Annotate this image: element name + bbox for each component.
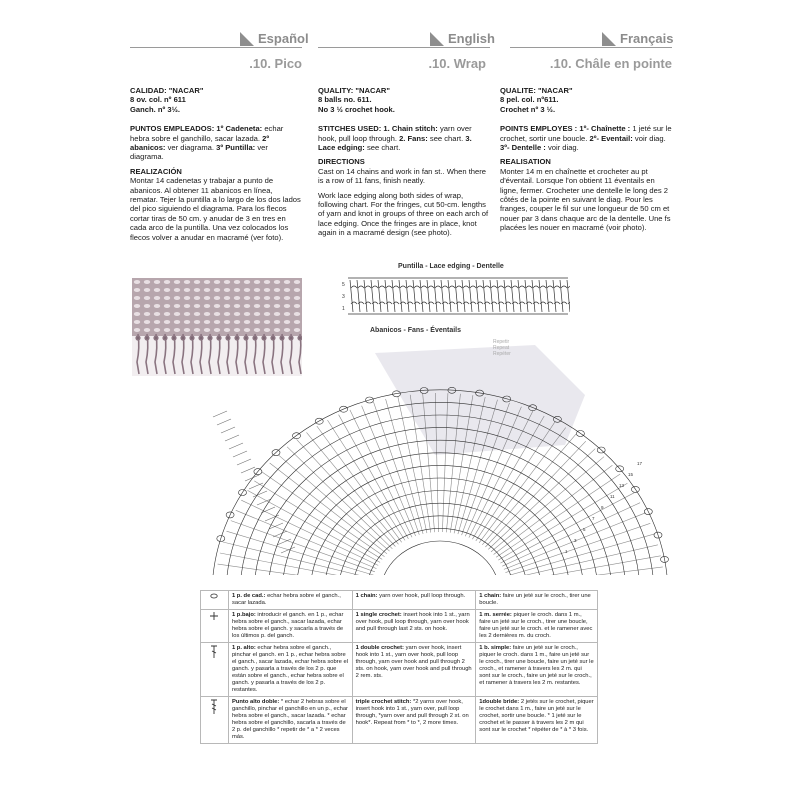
spanish-column	[130, 86, 302, 247]
english-balls: 8 balls no. 611.	[318, 95, 372, 105]
english-quality: QUALITY: "NACAR"	[318, 86, 391, 95]
legend-symbol-chain-icon	[201, 591, 229, 610]
legend-row	[201, 643, 598, 697]
english-title: .10. Wrap	[428, 56, 486, 71]
fan-row-number: 3	[574, 538, 577, 543]
legend-symbol-dc-icon	[201, 643, 229, 697]
spanish-directions: Montar 14 cadenetas y trabajar a punto de abanicos. Al obtener 11 abanicos en línea, rematar. Tejer la puntilla a lo largo de los dos lados del pico siguiendo el diagrama. Para los flecos cortar tiras de 50 cm. y anudar de 3 en tres en cada arco de la puntilla. Una vez colocados los flecos volver a anudar en macramé (ver foto).	[130, 176, 301, 242]
legend-fr: 1 b. simple: faire un jeté sur le croch., piquer le croch. dans 1 m., faire un jeté sur le croch., tirer une boucle, faire un jeté sur le croch., et ramener à travers les 2 m. qui sont sur le croch., faire un jeté sur le croch., et ramener à travers les 2 m. restantes.	[476, 643, 598, 697]
french-hook: Crochet nº 3 ½.	[500, 104, 556, 114]
repeat-label-fr: Repéter	[493, 351, 511, 357]
legend-symbol-plus-icon	[201, 610, 229, 643]
english-directions-head: DIRECTIONS	[318, 157, 365, 167]
legend-symbol-tr-icon	[201, 697, 229, 744]
spanish-lang-label: Español	[258, 31, 309, 46]
repeat-label-es: Repetir	[493, 339, 510, 345]
fan-row-number: 1	[565, 549, 568, 554]
legend-es: 1 p. de cad.: echar hebra sobre el ganch., sacar lazada.	[228, 591, 352, 610]
english-directions-2: Work lace edging along both sides of wrap, following chart. For the fringes, cut 50-cm. lengths of yarn and knot in groups of three on each arch of lace edging. Once the fringes are in place, knot again in a macramé design (see photo).	[318, 190, 489, 238]
spanish-stitches: PUNTOS EMPLEADOS: 1º Cadeneta: echar hebra sobre el ganchillo, sacar lazada. 2º abanicos: ver diagrama. 3º Puntilla: ver diagrama.	[130, 124, 284, 162]
spanish-quality: CALIDAD: "NACAR"	[130, 86, 204, 95]
spanish-balls: 8 ov. col. nº 611	[130, 95, 186, 105]
french-quality: QUALITE: "NACAR"	[500, 86, 573, 95]
lace-row-5: 5	[342, 282, 345, 288]
english-stitches: STITCHES USED: 1. Chain stitch: yarn over hook, pull loop through. 2. Fans: see chart. 3. Lace edging: see chart.	[318, 124, 472, 153]
spanish-title: .10. Pico	[249, 56, 302, 71]
legend-row	[201, 697, 598, 744]
lace-chart-label: Puntilla - Lace edging - Dentelle	[398, 263, 504, 270]
fan-row-number: 17	[637, 461, 643, 466]
repeat-label-en: Repeat	[493, 345, 510, 351]
legend-en: 1 chain: yarn over hook, pull loop through.	[352, 591, 476, 610]
spanish-header	[130, 30, 309, 48]
lace-row-1: 1	[342, 306, 345, 312]
fans-diagram	[205, 335, 675, 575]
french-header	[510, 30, 672, 48]
fans-chart-label: Abanicos - Fans - Éventails	[370, 327, 462, 334]
french-title: .10. Châle en pointe	[549, 56, 672, 71]
english-header	[318, 30, 495, 48]
fan-row-number: 11	[610, 494, 615, 499]
triangle-icon	[602, 32, 616, 46]
fan-row-number: 13	[619, 483, 625, 488]
lace-edging-diagram	[340, 274, 570, 318]
french-stitches: POINTS EMPLOYES : 1º- Chaînette : 1 jeté sur le crochet, sortir une boucle. 2º- Eventail: voir diag. 3º- Dentelle : voir diag.	[500, 124, 672, 153]
legend-en: 1 double crochet: yarn over hook, insert hook into 1 st., yarn over hook, pull loop through, yarn over hook and pull through 2 sts. on hook, yarn over hook and pull through 2 rem. sts.	[352, 643, 476, 697]
triangle-icon	[430, 32, 444, 46]
legend-es: Punto alto doble: * echar 2 hebras sobre el ganchillo, pinchar el ganchillo en un p., echar hebra sobre el ganch., sacar lazada. * echar hebra sobre el ganchillo, sacarla a través de 2 p. del ganchillo * repetir de * a * 2 veces más.	[228, 697, 352, 744]
english-hook: No 3 ½ crochet hook.	[318, 104, 395, 114]
fan-row-number: 5	[583, 527, 586, 532]
english-directions: Cast on 14 chains and work in fan st.. When there is a row of 11 fans, finish neatly.	[318, 166, 486, 186]
french-column	[500, 86, 672, 238]
fan-row-number: 15	[628, 472, 634, 477]
legend-es: 1 p. alto: echar hebra sobre el ganch., pinchar el ganch. en 1 p., echar hebra sobre el ganch., sacar lazada, echar hebra sobre el ganch. y pasarla a través de los 2 p. que están sobre el ganch., echar hebra sobre el ganch. y pasarla a través de los 2 p. restantes.	[228, 643, 352, 697]
triangle-icon	[240, 32, 254, 46]
legend-row	[201, 591, 598, 610]
english-column	[318, 86, 490, 243]
legend-fr: 1 chain: faire un jeté sur le croch., tirer une boucle.	[476, 591, 598, 610]
legend-row	[201, 610, 598, 643]
fan-row-number: 9	[601, 505, 604, 510]
english-lang-label: English	[448, 31, 495, 46]
legend-en: triple crochet stitch: *2 yarns over hook, insert hook into 1 st., yarn over, pull loop through, *yarn over and pull through 2 st. on hook*. Repeat from * to *, 2 more times.	[352, 697, 476, 744]
stitch-legend-table	[200, 590, 598, 744]
legend-en: 1 single crochet: insert hook into 1 st., yarn over hook, pull loop through, yarn over hook and pull through last 2 sts. on hook.	[352, 610, 476, 643]
spanish-hook: Ganch. nº 3½.	[130, 104, 181, 114]
legend-fr: 1 m. serrée: piquer le croch. dans 1 m., faire un jeté sur le croch., tirer une boucle, faire un jeté sur le croch. et le ramener avec les 2 dernières m. du croch.	[476, 610, 598, 643]
legend-fr: 1double bride: 2 jetés sur le crochet, piquer le crochet dans 1 m., faire un jeté sur le crochet, sortir une boucle. * 1 jeté sur le crochet et le passer à travers les 2 m qui sont sur le crochet * répéter de * à * 3 fois.	[476, 697, 598, 744]
lace-row-3: 3	[342, 294, 345, 300]
fan-row-number: 7	[592, 516, 595, 521]
french-lang-label: Français	[620, 31, 674, 46]
french-directions: Monter 14 m en chaînette et crocheter au pt d'éventail. Lorsque l'on obtient 11 éventails en ligne, fermer. Crocheter une dentelle le long des 2 côtés de la pointe en suivant le diag. Pour les franges, couper le fil sur une longueur de 50 cm et nouer par 3 dans chaque arc de la dentelle. Une fs placées les nouer en macramé (voir photo).	[500, 166, 671, 233]
spanish-directions-head: REALIZACIÓN	[130, 166, 182, 176]
french-directions-head: REALISATION	[500, 157, 551, 167]
legend-es: 1 p.bajo: introducir el ganch. en 1 p., echar hebra sobre el ganch., sacar lazada, echar hebra sobre el ganch. y sacarla a través de los últimos p. del ganch.	[228, 610, 352, 643]
french-balls: 8 pel. col. nº611.	[500, 95, 559, 105]
